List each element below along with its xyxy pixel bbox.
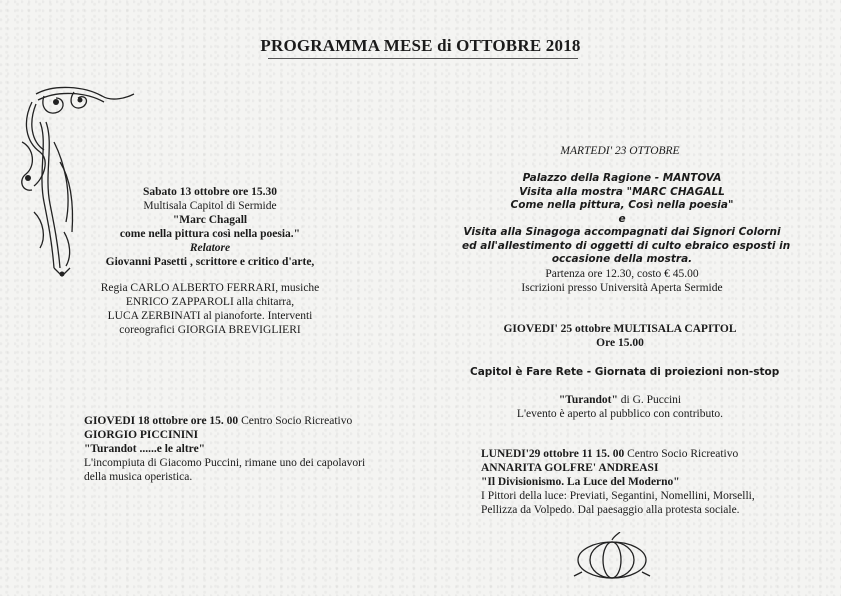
- event-place: Centro Socio Ricreativo: [624, 448, 739, 460]
- credits-line: ENRICO ZAPPAROLI alla chitarra,: [125, 296, 295, 308]
- event-turandot-piccinini: [84, 414, 365, 484]
- event-film: [470, 393, 770, 421]
- event-desc-line2: Pellizza da Volpedo. Dal paesaggio alla protesta sociale.: [481, 504, 740, 516]
- trip-signup: Iscrizioni presso Università Aperta Sermide: [521, 281, 723, 294]
- trip-line1: Palazzo della Ragione - MANTOVA: [522, 172, 722, 184]
- event-time: Ore 15.00: [596, 337, 644, 349]
- event-desc-line1: L'incompiuta di Giacomo Puccini, rimane uno dei capolavori: [84, 457, 366, 469]
- event-title: "Il Divisionismo. La Luce del Moderno": [481, 476, 680, 488]
- event-subtitle: [470, 365, 780, 379]
- event-date-martedi: MARTEDI' 23 OTTOBRE: [560, 145, 680, 157]
- event-title: "Turandot ......e le altre": [84, 443, 206, 455]
- trip-line2: Visita alla mostra "MARC CHAGALL: [519, 185, 725, 198]
- credits-line: LUCA ZERBINATI al pianoforte. Interventi: [107, 310, 313, 322]
- event-desc-line2: della musica operistica.: [84, 471, 193, 483]
- trip-line7: occasione della mostra.: [551, 253, 693, 265]
- event-credits: [85, 281, 335, 337]
- event-role: Relatore: [189, 242, 231, 254]
- event-date: GIOVEDI' 25 ottobre MULTISALA CAPITOL: [503, 323, 737, 335]
- event-title-line2: come nella pittura così nella poesia.": [119, 228, 301, 240]
- credits-line: coreografici GIORGIA BREVIGLIERI: [119, 324, 301, 336]
- event-date: LUNEDI'29 ottobre 11 15. 00: [481, 448, 625, 460]
- pumpkin-drawing: [572, 532, 652, 582]
- credits-line: Regia CARLO ALBERTO FERRARI, musiche: [100, 282, 320, 294]
- event-desc-line1: I Pittori della luce: Previati, Segantini, Nomellini, Morselli,: [481, 490, 755, 502]
- film-author: di G. Puccini: [617, 394, 682, 406]
- event-mantova-trip: [462, 172, 791, 295]
- trip-line4: e: [618, 212, 626, 225]
- trip-line6: ed all'allestimento di oggetti di culto ebraico esposti in: [462, 239, 791, 252]
- title-underline: [268, 58, 578, 59]
- event-chagall-capitol: [95, 185, 325, 269]
- event-divisionismo: [481, 447, 755, 517]
- trip-line5: Visita alla Sinagoga accompagnati dai Signori Colorni: [463, 226, 781, 238]
- event-date: GIOVEDI 18 ottobre ore 15. 00: [84, 415, 239, 427]
- film-title: "Turandot": [558, 394, 618, 406]
- trip-line3: Come nella pittura, Così nella poesia": [510, 199, 734, 211]
- event-capitol-fare-rete: [480, 322, 760, 350]
- trip-departure: Partenza ore 12.30, costo € 45.00: [545, 267, 699, 280]
- event-note: L'evento è aperto al pubblico con contributo.: [516, 408, 724, 420]
- event-speaker: GIORGIO PICCININI: [84, 429, 199, 441]
- event-speaker: ANNARITA GOLFRE' ANDREASI: [481, 462, 659, 474]
- page-title: PROGRAMMA MESE di OTTOBRE 2018: [260, 36, 581, 55]
- event-subtitle-text: Capitol è Fare Rete - Giornata di proiezioni non-stop: [470, 366, 780, 378]
- event-speaker: Giovanni Pasetti , scrittore e critico d'arte,: [105, 256, 315, 268]
- event-venue: Multisala Capitol di Sermide: [143, 200, 277, 212]
- event-place: Centro Socio Ricreativo: [238, 415, 353, 427]
- event-date: Sabato 13 ottobre ore 15.30: [142, 186, 278, 198]
- event-title-line1: "Marc Chagall: [172, 214, 248, 226]
